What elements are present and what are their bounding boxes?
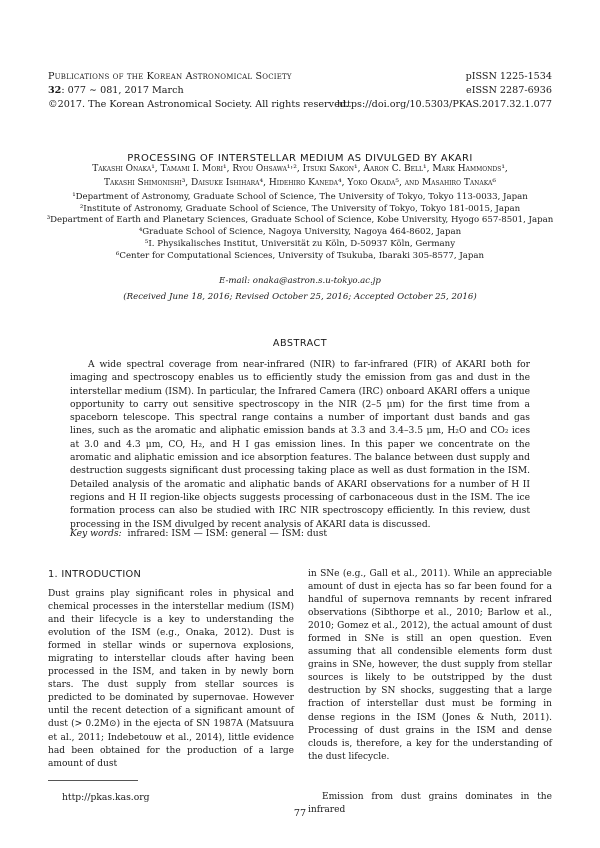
volume-line: [48, 84, 184, 98]
doi-link[interactable]: https://doi.org/10.5303/PKAS.2017.32.1.077: [337, 99, 552, 110]
abstract-heading: ABSTRACT: [272, 338, 328, 349]
pissn: pISSN 1225-1534: [465, 71, 552, 82]
affiliation-3: ³Department of Earth and Planetary Sciences, Graduate School of Science, Kobe University, Hyogo 657-8501, Japan: [46, 215, 554, 226]
copyright: ©2017. The Korean Astronomical Society. All rights reserved.: [48, 99, 349, 110]
page-number: 77: [293, 808, 307, 819]
affiliation-4: ⁴Graduate School of Science, Nagoya University, Nagoya 464-8602, Japan: [138, 227, 462, 238]
keywords: [70, 528, 530, 539]
column-right-text: in SNe (e.g., Gall et al., 2011). While an appreciable amount of dust in ejecta has so far been found for a handful of supernova remnants by recent infrared observations (Sibthorpe et al., 2010; Barlow et al., 2010; Gomez et al., 2012), the actual amount of dust formed in SNe is still an open question. Even assuming that all condensible elements form dust grains in SNe, however, the dust supply from stellar sources is likely to be outstripped by the dust destruction by SN shocks, suggesting that a large fraction of interstellar dust must be forming in dense regions in the ISM (Jones & Nuth, 2011). Processing of dust grains in the ISM and dense clouds is, therefore, a key for the understanding of the dust lifecycle.: [308, 569, 552, 762]
authors-line-2: Takashi Shimonishi³, Daisuke Ishihara⁴, Hidehiro Kaneda⁴, Yoko Okada⁵, and Masahiro Tanaka⁶: [104, 178, 496, 188]
affiliations: [30, 192, 570, 262]
abstract-body: A wide spectral coverage from near-infrared (NIR) to far-infrared (FIR) of AKARI both for imaging and spectroscopy enables us to efficiently study the emission from gas and dust in the interstellar medium (ISM). In particular, the Infrared Camera (IRC) onboard AKARI offers a unique opportunity to carry out sensitive spectroscopy in the NIR (2–5 μm) for the first time from a spaceborn telescope. This spectral range contains a number of important dust bands and gas lines, such as the aromatic and aliphatic emission bands at 3.3 and 3.4–3.5 μm, H₂O and CO₂ ices at 3.0 and 4.3 μm, CO, H₂, and H I gas emission lines. In this paper we concentrate on the aromatic and aliphatic emission and ice absorption features. The balance between dust supply and destruction suggests significant dust processing taking place as well as dust formation in the ISM. Detailed analysis of the aromatic and aliphatic bands of AKARI observations for a number of H II regions and H II region-like objects suggests processing of carbonaceous dust in the ISM. The ice formation process can also be studied with IRC NIR spectroscopy efficiently. In this review, dust processing in the ISM divulged by recent analysis of AKARI data is discussed.: [70, 360, 530, 530]
keywords-label: Key words:: [70, 528, 122, 539]
affiliation-5: ⁵I. Physikalisches Institut, Universität zu Köln, D-50937 Köln, Germany: [144, 238, 456, 249]
footnote-rule: [48, 780, 138, 781]
column-left-text: Dust grains play significant roles in physical and chemical processes in the interstellar medium (ISM) and their lifecycle is a key to understanding the evolution of the ISM (e.g., Onaka, 2012). Dust is formed in stellar winds or supernova explosions, migrating to interstellar clouds after having been processed in the ISM, and taken in by newly born stars. The dust supply from stellar sources is predicted to be dominated by supernovae. However until the recent detection of a significant amount of dust (> 0.2M⊙) in the ejecta of SN 1987A (Matsuura et al., 2011; Indebetouw et al., 2014), little evidence had been obtained for the production of a large amount of dust: [48, 589, 294, 769]
affiliation-2: ²Institute of Astronomy, Graduate School of Science, The University of Tokyo, Tokyo 181-0015, Japan: [79, 203, 521, 214]
eissn: eISSN 2287-6936: [466, 85, 552, 96]
paper-title: PROCESSING OF INTERSTELLAR MEDIUM AS DIVULGED BY AKARI: [127, 153, 473, 164]
volume-pages-date: : 077 ∼ 081, 2017 March: [61, 85, 184, 96]
keywords-list: infrared: ISM — ISM: general — ISM: dust: [127, 528, 328, 539]
affiliation-6: ⁶Center for Computational Sciences, University of Tsukuba, Ibaraki 305-8577, Japan: [115, 250, 485, 261]
footer-url[interactable]: http://pkas.kas.org: [62, 792, 150, 803]
contact-email: E-mail: onaka@astron.s.u-tokyo.ac.jp: [219, 276, 381, 286]
authors-line-1: Takashi Onaka¹, Tamami I. Mori¹, Ryou Ohsawa¹˒², Itsuki Sakon¹, Aaron C. Bell¹, Mark Hammonds¹,: [92, 164, 508, 174]
journal-name: Publications of the Korean Astronomical Society: [48, 71, 292, 82]
affiliation-1: ¹Department of Astronomy, Graduate School of Science, The University of Tokyo, Tokyo 113-0033, Japan: [72, 192, 528, 202]
section-heading: 1. INTRODUCTION: [48, 569, 142, 580]
volume-number: 32: [48, 85, 62, 96]
column-right-paragraph-2: Emission from dust grains dominates in the infrared: [308, 792, 552, 816]
received-dates: (Received June 18, 2016; Revised October 25, 2016; Accepted October 25, 2016): [123, 292, 477, 302]
author-list: [40, 162, 560, 190]
